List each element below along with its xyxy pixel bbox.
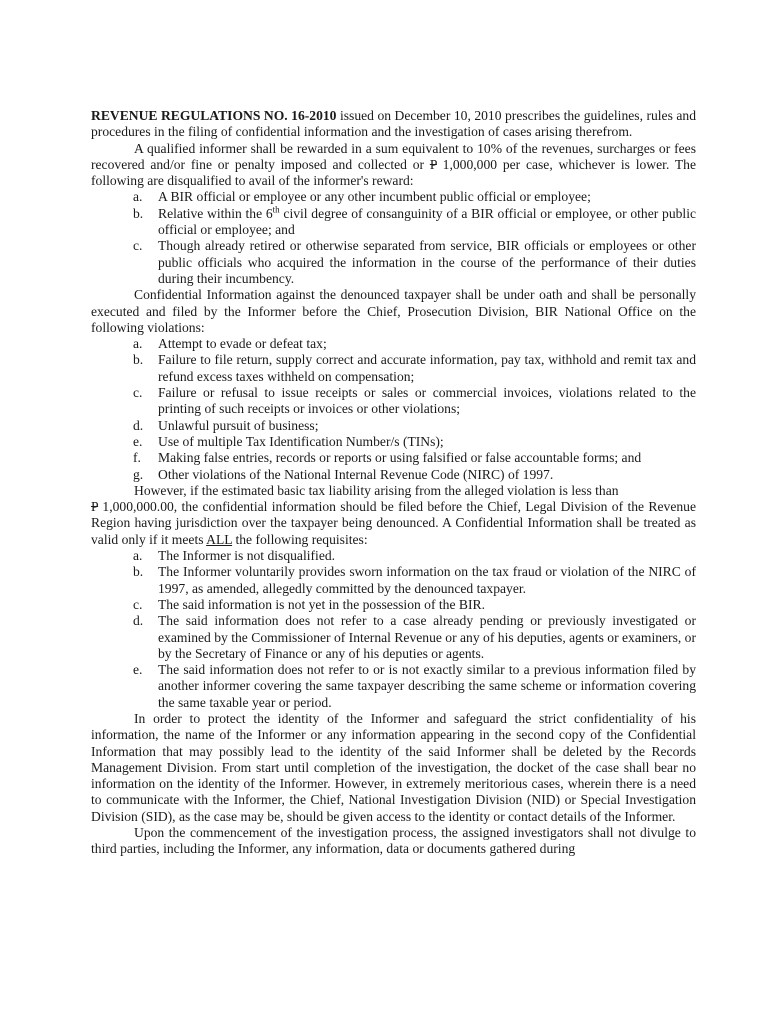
list-marker: d. (133, 613, 144, 629)
list-marker: f. (133, 450, 141, 466)
list-marker: g. (133, 466, 144, 482)
list-item (91, 238, 696, 287)
however-text-middle: 1,000,000.00, the confidential information should be filed before the Chief, Legal Division of the Revenue Region having jurisdiction over the taxpayer being denounced. A Confidential Information shall be treated as valid only if it meets (91, 499, 696, 547)
list-item-text: Making false entries, records or reports or using falsified or false accountable forms; and (158, 450, 642, 466)
list-item-text: Unlawful pursuit of business; (158, 417, 319, 433)
commencement-paragraph: Upon the commencement of the investigation process, the assigned investigators shall not divulge to third parties, including the Informer, any information, data or documents gathered during (91, 825, 696, 857)
peso-sign: P (429, 156, 437, 172)
superscript: th (272, 204, 280, 215)
list-item (91, 434, 696, 450)
however-text-end: the following requisites: (232, 531, 368, 547)
list-marker: a. (133, 189, 143, 205)
however-paragraph (91, 483, 696, 548)
list-item-text: civil degree of consanguinity of a BIR official or employee, or other public official or employee; and (158, 205, 697, 238)
reward-text-end: 1,000,000 per case, whichever is lower. The following are disqualified to avail of the informer's reward: (91, 156, 696, 189)
list-item (91, 450, 696, 466)
list-item-text: A BIR official or employee or any other incumbent public official or employee; (158, 189, 591, 205)
list-marker: b. (133, 564, 144, 580)
intro-text: issued on December 10, 2010 prescribes the guidelines, rules and procedures in the filing of confidential information and the investigation of cases arising therefrom. (91, 108, 696, 140)
underlined-all: ALL (206, 531, 233, 547)
list-item-text: The said information is not yet in the possession of the BIR. (158, 596, 485, 612)
list-item (91, 467, 696, 483)
list-item-text: Failure or refusal to issue receipts or sales or commercial invoices, violations related to the printing of such receipts or invoices or other violations; (158, 385, 696, 417)
list-item-text: Attempt to evade or defeat tax; (158, 336, 327, 352)
list-item-text: Other violations of the National Internal Revenue Code (NIRC) of 1997. (158, 466, 554, 482)
list-marker: e. (133, 662, 143, 678)
list-item (91, 352, 696, 385)
peso-sign: P (91, 499, 99, 515)
list-item (91, 189, 696, 205)
confidential-info-paragraph: Confidential Information against the denounced taxpayer shall be under oath and shall be personally executed and filed by the Informer before the Chief, Prosecution Division, BIR National Office on the following violations: (91, 287, 696, 335)
list-marker: b. (133, 205, 144, 221)
list-marker: e. (133, 433, 143, 449)
intro-paragraph (91, 108, 696, 141)
list-marker: c. (133, 596, 143, 612)
reward-text-start: A qualified informer shall be rewarded in a sum equivalent to 10% of the revenues, surcharges or fees recovered and/or fine or penalty imposed and collected or (91, 140, 696, 172)
list-item (91, 206, 696, 239)
regulation-title: REVENUE REGULATIONS NO. 16-2010 (91, 108, 337, 123)
list-item (91, 336, 696, 352)
list-item (91, 662, 696, 711)
list-marker: a. (133, 336, 143, 352)
list-item (91, 597, 696, 613)
list-item (91, 418, 696, 434)
list-item (91, 613, 696, 662)
list-item-text: Failure to file return, supply correct and accurate information, pay tax, withhold and remit tax and refund excess taxes withheld on compensation; (158, 352, 696, 384)
list-item-text: The said information does not refer to a case already pending or previously investigated or examined by the Commissioner of Internal Revenue or any of his deputies, agents or examiners, or by the Secretary of Finance or any of his deputies or agents. (158, 613, 696, 661)
list-item-text: Relative within the 6 (158, 205, 273, 221)
requisites-list (91, 548, 696, 711)
reward-paragraph (91, 141, 696, 190)
list-marker: c. (133, 385, 143, 401)
list-item-text: The Informer is not disqualified. (158, 548, 336, 564)
list-marker: c. (133, 238, 143, 254)
list-item (91, 564, 696, 597)
list-item (91, 548, 696, 564)
list-marker: b. (133, 352, 144, 368)
violations-list (91, 336, 696, 483)
list-marker: d. (133, 417, 144, 433)
list-marker: a. (133, 548, 143, 564)
list-item-text: The Informer voluntarily provides sworn information on the tax fraud or violation of the NIRC of 1997, as amended, allegedly committed by the denounced taxpayer. (158, 564, 696, 596)
list-item-text: Though already retired or otherwise separated from service, BIR officials or employees or other public officials who acquired the information in the course of the performance of their duties during their incumbency. (158, 238, 696, 286)
list-item-text: Use of multiple Tax Identification Number/s (TINs); (158, 433, 444, 449)
list-item (91, 385, 696, 418)
list-item-text: The said information does not refer to or is not exactly similar to a previous information filed by another informer covering the same taxpayer describing the same scheme or information covering the same taxable year or period. (158, 662, 696, 710)
however-text-start: However, if the estimated basic tax liability arising from the alleged violation is less than (134, 482, 619, 498)
disqualified-list (91, 189, 696, 287)
protect-identity-paragraph: In order to protect the identity of the Informer and safeguard the strict confidentiality of his information, the name of the Informer or any information appearing in the second copy of the Confidential Information that may possibly lead to the identity of the said Informer shall be deleted by the Records Management Division. From start until completion of the investigation, the docket of the case shall bear no information on the identity of the Informer. However, in extremely meritorious cases, wherein there is a need to communicate with the Informer, the Chief, National Investigation Division (NID) or Special Investigation Division (SID), as the case may be, should be given access to the identity or contact details of the Informer. (91, 710, 696, 824)
